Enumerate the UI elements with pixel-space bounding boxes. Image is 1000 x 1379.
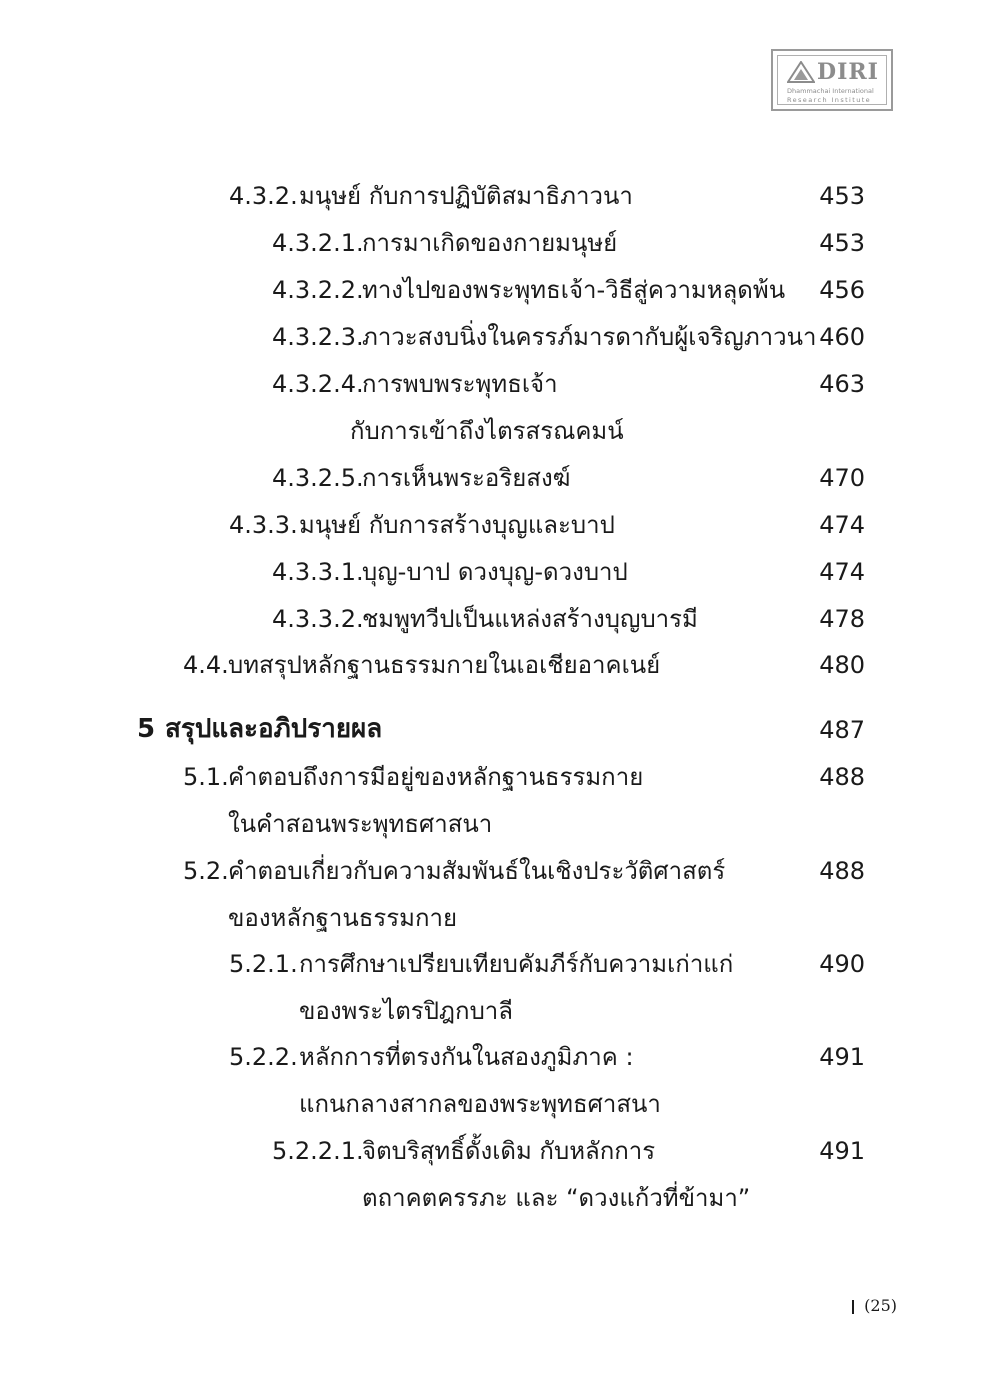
- toc-number: 5.2.1.: [229, 950, 298, 978]
- toc-number: 5.1.: [183, 763, 229, 791]
- toc-page-number: 488: [819, 763, 865, 791]
- toc-page-number: 491: [819, 1043, 865, 1071]
- toc-title-continuation: ในคำสอนพระพุทธศาสนา: [228, 810, 493, 838]
- toc-page-number: 470: [819, 464, 865, 492]
- toc-title: การศึกษาเปรียบเทียบคัมภีร์กับความเก่าแก่: [299, 950, 734, 978]
- footer-page-number: (25): [864, 1296, 897, 1315]
- toc-title: ชมพูทวีปเป็นแหล่งสร้างบุญบารมี: [362, 605, 698, 633]
- toc-number: 4.3.2.2.: [272, 276, 364, 304]
- toc-page-number: 478: [819, 605, 865, 633]
- toc-title-continuation: กับการเข้าถึงไตรสรณคมน์: [350, 417, 624, 445]
- toc-number: 4.3.2.5.: [272, 464, 364, 492]
- toc-page-number: 488: [819, 857, 865, 885]
- toc-chapter-number: 5: [137, 714, 156, 744]
- toc-title: คำตอบเกี่ยวกับความสัมพันธ์ในเชิงประวัติศาสตร์: [228, 857, 726, 885]
- toc-title-continuation: ของพระไตรปิฎกบาลี: [299, 997, 513, 1025]
- toc-page-number: 480: [819, 651, 865, 679]
- toc-title: การพบพระพุทธเจ้า: [362, 370, 558, 398]
- toc-page-number: 490: [819, 950, 865, 978]
- toc-title: หลักการที่ตรงกันในสองภูมิภาค :: [299, 1043, 634, 1071]
- toc-page-number: 460: [819, 323, 865, 351]
- toc-number: 4.3.2.3.: [272, 323, 364, 351]
- toc-number: 4.3.3.: [229, 511, 298, 539]
- toc-number: 5.2.: [183, 857, 229, 885]
- toc-number: 4.3.3.2.: [272, 605, 364, 633]
- toc-page-number: 463: [819, 370, 865, 398]
- toc-number: 5.2.2.: [229, 1043, 298, 1071]
- toc-title: มนุษย์ กับการสร้างบุญและบาป: [299, 511, 615, 539]
- toc-page-number: 453: [819, 182, 865, 210]
- toc-title: จิตบริสุทธิ์ดั้งเดิม กับหลักการ: [362, 1137, 656, 1165]
- toc-page-number: 453: [819, 229, 865, 257]
- footer-divider: [852, 1300, 854, 1314]
- toc-number: 4.3.2.1.: [272, 229, 364, 257]
- toc-number: 5.2.2.1.: [272, 1137, 364, 1165]
- toc-title: มนุษย์ กับการปฏิบัติสมาธิภาวนา: [299, 182, 633, 210]
- logo-line-1: Dhammachai International: [787, 87, 874, 95]
- logo-line-2: Research Institute: [787, 96, 872, 104]
- toc-title-continuation: แกนกลางสากลของพระพุทธศาสนา: [299, 1090, 661, 1118]
- toc-title: คำตอบถึงการมีอยู่ของหลักฐานธรรมกาย: [228, 763, 644, 791]
- toc-number: 4.3.3.1.: [272, 558, 364, 586]
- toc-number: 4.3.2.4.: [272, 370, 364, 398]
- toc-page-number: 474: [819, 511, 865, 539]
- toc-page-number: 487: [819, 716, 865, 744]
- toc-page-number: 491: [819, 1137, 865, 1165]
- toc-number: 4.3.2.: [229, 182, 298, 210]
- toc-page-number: 474: [819, 558, 865, 586]
- toc-number: 4.4.: [183, 651, 229, 679]
- toc-chapter-title: สรุปและอภิปรายผล: [165, 714, 383, 744]
- toc-page-number: 456: [819, 276, 865, 304]
- toc-title-continuation: ตถาคตครรภะ และ “ดวงแก้วที่ข้ามา”: [362, 1184, 751, 1212]
- toc-title: ทางไปของพระพุทธเจ้า-วิธีสู่ความหลุดพ้น: [362, 276, 786, 304]
- toc-title: บทสรุปหลักฐานธรรมกายในเอเชียอาคเนย์: [228, 651, 661, 679]
- toc-title: ภาวะสงบนิ่งในครรภ์มารดากับผู้เจริญภาวนา: [362, 323, 817, 351]
- logo-name: DIRI: [817, 59, 879, 85]
- toc-title: การเห็นพระอริยสงฆ์: [362, 464, 571, 492]
- page-footer: [852, 1296, 897, 1315]
- toc-title-continuation: ของหลักฐานธรรมกาย: [228, 904, 458, 932]
- toc-title: การมาเกิดของกายมนุษย์: [362, 229, 618, 257]
- toc-title: บุญ-บาป ดวงบุญ-ดวงบาป: [362, 558, 628, 586]
